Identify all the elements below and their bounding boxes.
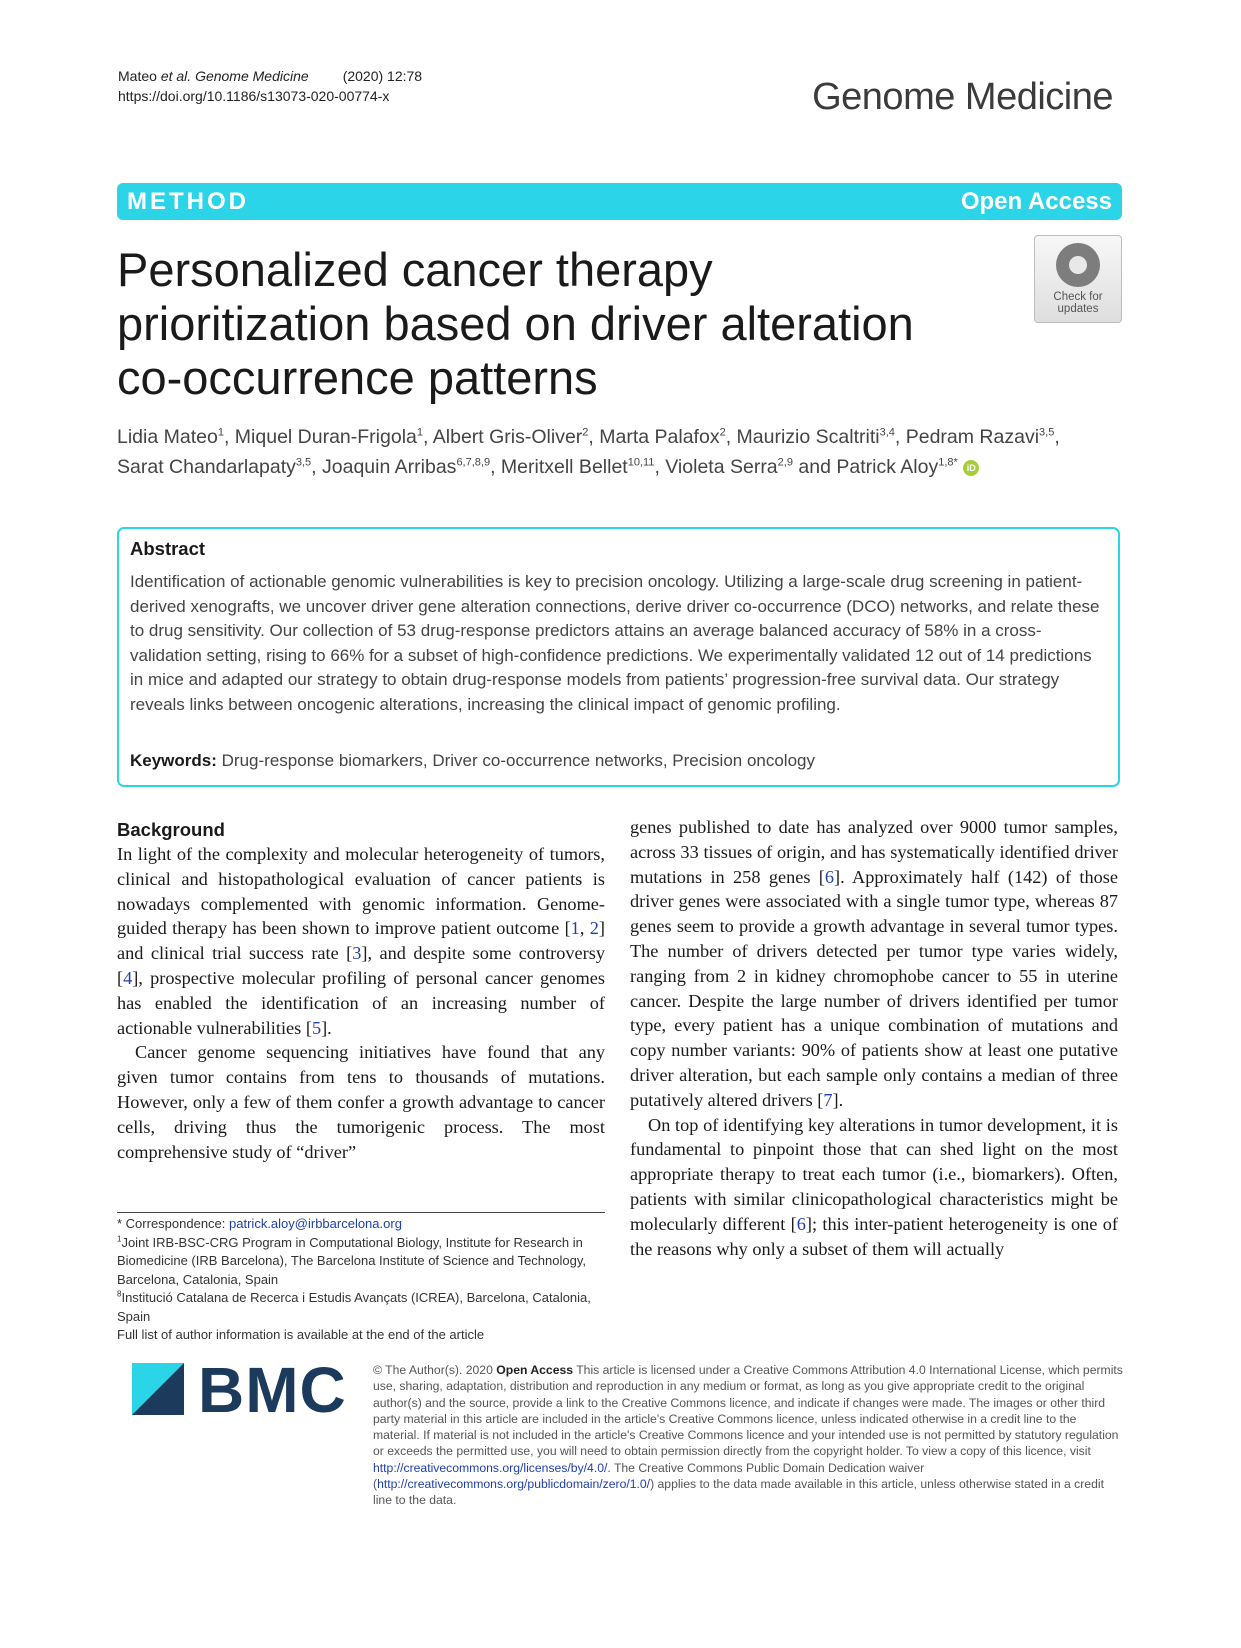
author: Joaquin Arribas [322, 456, 457, 478]
author: Meritxell Bellet [500, 456, 628, 478]
citation-et-al: et al. [160, 68, 192, 84]
bmc-wordmark: BMC [198, 1354, 347, 1426]
affiliation-sup: 6,7,8,9 [456, 456, 491, 469]
body-paragraph: Cancer genome sequencing initiatives have found that any given tumor contains from tens to thousands of mutations. However, only a few of them confer a growth advantage to cancer cells, driving thus the tumorigenic process. The most comprehensive study of “driver” [117, 1042, 605, 1162]
keywords-label: Keywords: [130, 751, 217, 770]
citation-link[interactable]: 2 [589, 918, 599, 939]
author-list: Lidia Mateo$^1$, Miquel Duran-Frigola$^1$, Albert Gris-Oliver$^2$, Marta Palafox$^2$, Maurizio Scaltriti$^{3,4}$, Pedram Razavi$^{3,5}$, Sarat Chandarlapaty$^{3,5}$, Joaquin Arribas$^{6,7,8,9}$, Meritxell Bellet$^{10,11}$, Violeta Serra$^{2,9}$ and Patrick Aloy$^{1,8*}$ iD [117, 426, 1060, 478]
affiliation: $^8$Institució Catalana de Recerca i Estudis Avançats (ICREA), Barcelona, Catalonia, Spain [117, 1289, 591, 1324]
body-column-left [117, 818, 605, 1164]
abstract-text: Identification of actionable genomic vulnerabilities is key to precision oncology. Utilizing a large-scale drug screening in patient-derived xenografts, we uncover driver gene alteration connections, derive driver co-occurrence (DCO) networks, and relate these to drug sensitivity. Our collection of 53 drug-response predictors attains an average balanced accuracy of 58% in a cross-validation setting, rising to 66% for a subset of high-confidence predictions. We experimentally validated 12 out of 14 predictions in mice and adapted our strategy to obtain drug-response models from patients’ progression-free survival data. Our strategy reveals links between oncogenic alterations, increasing the clinical impact of genomic profiling. [130, 572, 1100, 714]
author: Albert Gris-Oliver [432, 426, 583, 448]
keywords [130, 751, 815, 771]
citation-link[interactable]: 6 [796, 1213, 806, 1234]
affiliation-sup: 2 [719, 426, 726, 439]
author: Patrick Aloy [836, 456, 939, 478]
correspondence-email[interactable]: patrick.aloy@irbbarcelona.org [229, 1216, 402, 1231]
abstract-heading: Abstract [130, 538, 206, 559]
footnote-divider [117, 1212, 605, 1213]
orcid-icon[interactable]: iD [963, 460, 979, 476]
article-type-label: METHOD [127, 188, 249, 215]
author: Sarat Chandarlapaty [117, 456, 296, 478]
license-link[interactable]: http://creativecommons.org/licenses/by/4.0/ [373, 1460, 608, 1475]
citation-line [118, 66, 422, 86]
journal-logo: Genome Medicine [812, 76, 1113, 118]
affiliation-sup: 2 [582, 426, 589, 439]
body-paragraph: On top of identifying key alterations in tumor development, it is fundamental to pinpoint those that can shed light on the most appropriate therapy to treat each tumor (i.e., biomarkers). Often, patients with similar clinicopathological characteristics might be molecularly different [6]; this inter-patient heterogeneity is one of the reasons why only a subset of them will actually [630, 1114, 1118, 1259]
citation-author: Mateo [118, 68, 157, 84]
open-access-label: Open Access [960, 188, 1112, 215]
citation-volume: (2020) 12:78 [342, 68, 423, 84]
citation-link[interactable]: 3 [352, 943, 362, 964]
section-heading-background: Background [117, 819, 225, 840]
abstract-box [117, 527, 1120, 787]
citation-journal: Genome Medicine [195, 68, 309, 84]
article-type-banner [117, 183, 1122, 220]
footnotes [117, 1215, 605, 1345]
author: Violeta Serra [665, 456, 778, 478]
author: Miquel Duran-Frigola [234, 426, 417, 448]
affiliation-sup: 1 [416, 426, 423, 439]
author: Lidia Mateo [117, 426, 218, 448]
citation-link[interactable]: 4 [123, 967, 133, 988]
affiliation-sup: 3,5 [295, 456, 312, 469]
body-paragraph: In light of the complexity and molecular heterogeneity of tumors, clinical and histopathological evaluation of cancer patients is nowadays complemented with genomic information. Genome-guided therapy has been shown to improve patient outcome [1, 2] and clinical trial success rate [3], and despite some controversy [4], prospective molecular profiling of personal cancer genomes has enabled the identification of an increasing number of actionable vulnerabilities [5]. [117, 844, 606, 1038]
crossmark-icon [1056, 243, 1100, 287]
citation-link[interactable]: 5 [311, 1017, 322, 1038]
bmc-logo-icon [132, 1363, 184, 1415]
keywords-list: Drug-response biomarkers, Driver co-occurrence networks, Precision oncology [221, 751, 815, 770]
affiliation-sup: 1 [217, 426, 224, 439]
doi-link[interactable]: https://doi.org/10.1186/s13073-020-00774-x [118, 88, 390, 104]
citation-header [118, 66, 422, 106]
full-author-info-note: Full list of author information is available at the end of the article [117, 1327, 485, 1342]
affiliation: $^1$Joint IRB-BSC-CRG Program in Computational Biology, Institute for Research in Biomedicine (IRB Barcelona), The Barcelona Institute of Science and Technology, Barcelona, Catalonia, Spain [117, 1234, 586, 1287]
affiliation-sup: 3,5 [1039, 426, 1055, 439]
license-open-access: Open Access [496, 1363, 574, 1377]
license-text: © The Author(s). 2020 Open Access This article is licensed under a Creative Commons Attribution 4.0 International License, which permits use, sharing, adaptation, distribution and reproduction in any medium or format, as long as you give appropriate credit to the original author(s) and the source, provide a link to the Creative Commons licence, and indicate if changes were made. The images or other third party material in this article are included in the article's Creative Commons licence, unless indicated otherwise in a credit line to the material. If material is not included in the article's Creative Commons licence and your intended use is not permitted by statutory regulation or exceeds the permitted use, you will need to obtain permission directly from the copyright holder. To view a copy of this licence, visit http://creativecommons.org/licenses/by/4.0/. The Creative Commons Public Domain Dedication waiver (http://creativecommons.org/publicdomain/zero/1.0/) applies to the data made available in this article, unless otherwise stated in a credit line to the data. [373, 1363, 1123, 1508]
body-column-right [630, 815, 1118, 1261]
check-for-updates-text: Check for updates [1053, 291, 1103, 315]
affiliation-sup: 2,9 [777, 456, 793, 469]
citation-link[interactable]: 6 [824, 866, 835, 887]
article-title: Personalized cancer therapy prioritization based on driver alteration co-occurrence patterns [117, 243, 914, 404]
check-for-updates-badge[interactable] [1034, 235, 1122, 323]
citation-link[interactable]: 1 [570, 918, 580, 939]
author-and: and [798, 456, 831, 478]
citation-link[interactable]: 7 [823, 1089, 833, 1110]
body-paragraph: genes published to date has analyzed over 9000 tumor samples, across 33 tissues of origin, and has systematically identified driver mutations in 258 genes [6]. Approximately half (142) of those driver genes were associated with a single tumor type, whereas 87 genes seem to provide a growth advantage in several tumor types. The number of drivers detected per tumor type varies widely, ranging from 2 in kidney chromophobe cancer to 55 in uterine cancer. Despite the large number of drivers identified per tumor type, every patient has a unique combination of mutations and copy number variants: 90% of patients show at least one putative driver alteration, but each sample only contains a median of three putatively altered drivers [7]. [630, 817, 1119, 1110]
public-domain-link[interactable]: http://creativecommons.org/publicdomain/zero/1.0/ [377, 1477, 651, 1492]
affiliation-sup: 10,11 [627, 456, 655, 469]
bmc-logo [132, 1354, 347, 1427]
correspondence: * Correspondence: patrick.aloy@irbbarcelona.org [117, 1216, 402, 1231]
affiliation-sup: 1,8* [938, 456, 958, 469]
author: Marta Palafox [599, 426, 720, 448]
affiliation-sup: 3,4 [879, 426, 895, 439]
author: Maurizio Scaltriti [736, 426, 880, 448]
author: Pedram Razavi [905, 426, 1040, 448]
